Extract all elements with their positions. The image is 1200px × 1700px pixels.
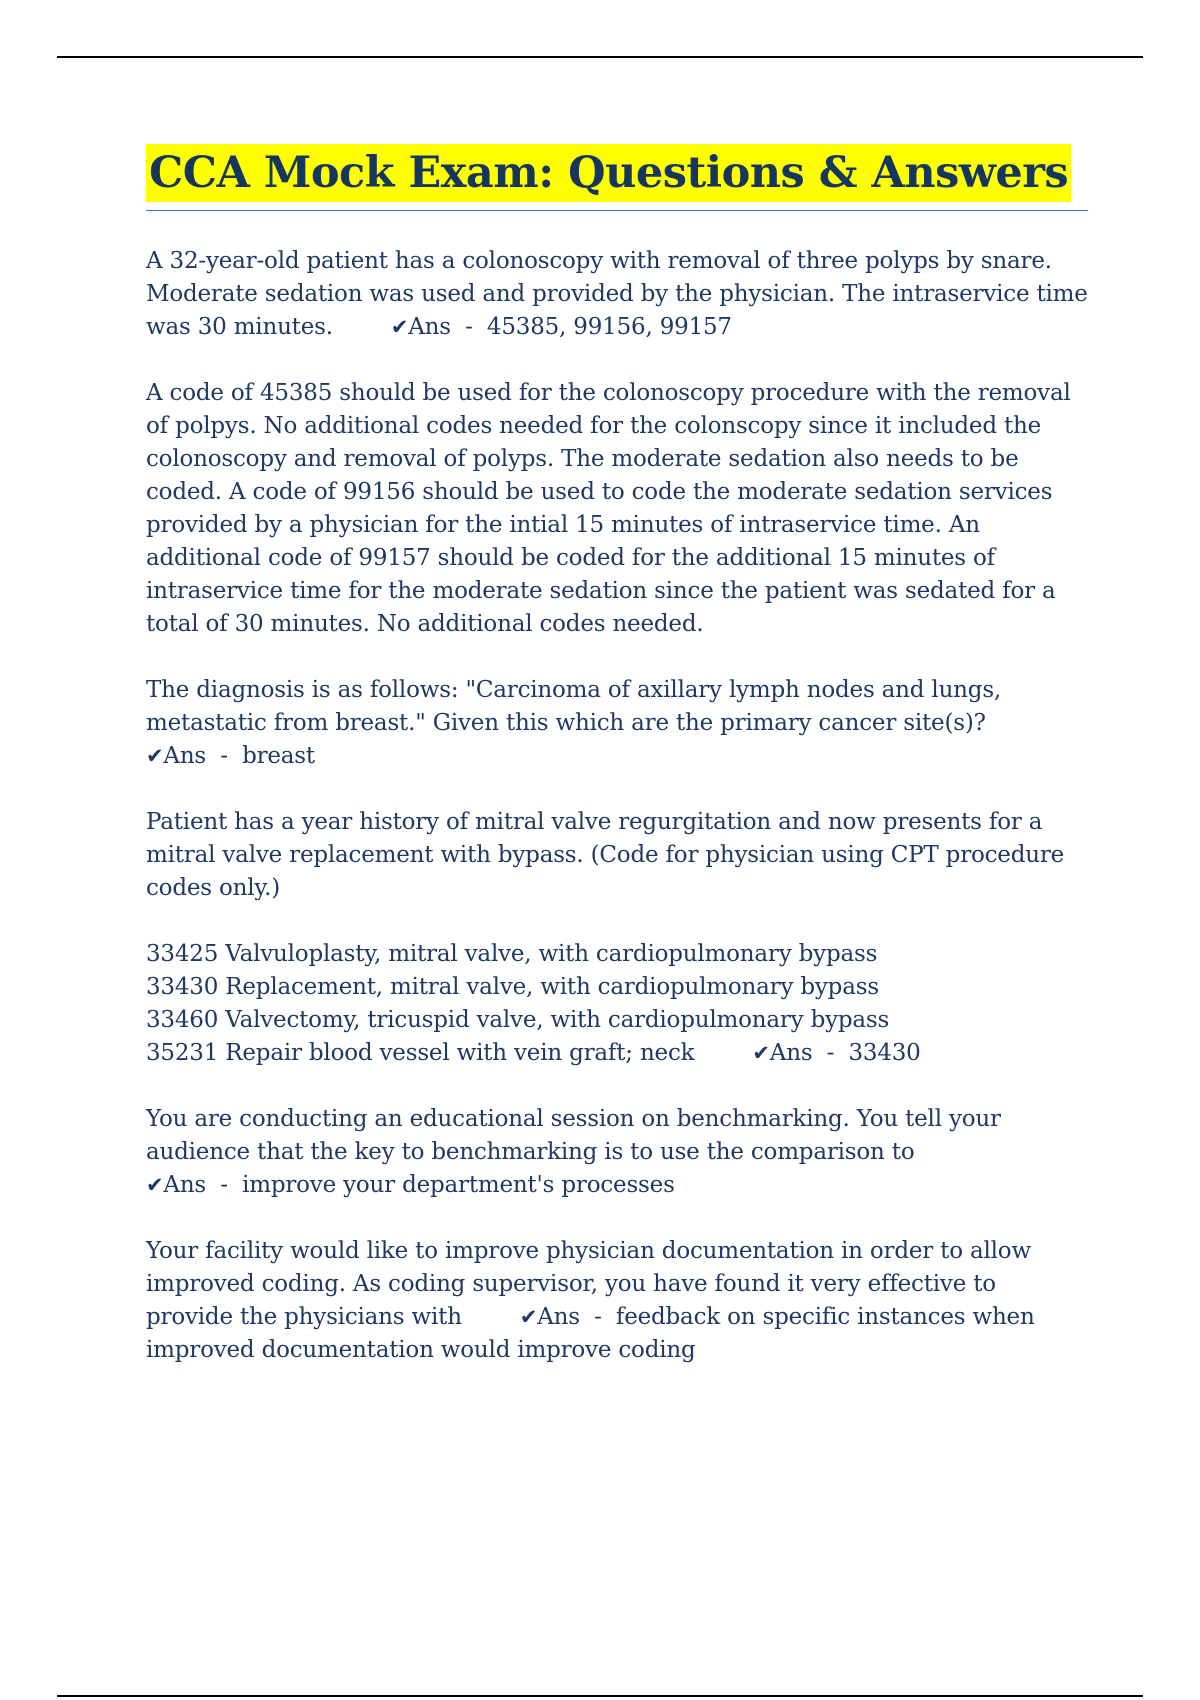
question-text: You are conducting an educational session on benchmarking. You tell your audience that the key to benchmarking is to use the comparison to <box>146 1106 1001 1165</box>
answer-text: 45385, 99156, 99157 <box>486 314 732 340</box>
qa-item <box>146 245 1088 344</box>
answer-text: feedback on specific instances when improved documentation would improve coding <box>146 1304 1035 1363</box>
top-rule <box>57 56 1143 58</box>
qa-item <box>146 1235 1088 1367</box>
question-text: The diagnosis is as follows: "Carcinoma of axillary lymph nodes and lungs, metastatic from breast." Given this which are the primary cancer site(s)? <box>146 677 1002 736</box>
explanation-paragraph <box>146 377 1088 641</box>
option-item: 33430 Replacement, mitral valve, with cardiopulmonary bypass <box>146 974 879 1000</box>
question-text: Patient has a year history of mitral valve regurgitation and now presents for a mitral valve replacement with bypass. (Code for physician using CPT procedure codes only.) <box>146 809 1065 901</box>
qa-item <box>146 1103 1088 1202</box>
answer <box>146 743 315 769</box>
option-item: 33425 Valvuloplasty, mitral valve, with cardiopulmonary bypass <box>146 941 878 967</box>
question-text: A 32-year-old patient has a colonoscopy with removal of three polyps by snare. Moderate sedation was used and provided by the physician. The intraservice time was 30 minutes. <box>146 248 1088 340</box>
option-item-with-answer <box>146 1037 1088 1070</box>
qa-item <box>146 806 1088 905</box>
option-item: 35231 Repair blood vessel with vein graft; neck <box>146 1040 695 1066</box>
check-icon: ✔ <box>146 744 164 768</box>
question-text: Your facility would like to improve physician documentation in order to allow improved coding. As coding supervisor, you have found it very effective to provide the physicians with <box>146 1238 1031 1330</box>
check-icon: ✔ <box>752 1041 770 1065</box>
answer-text: 33430 <box>848 1040 921 1066</box>
answer <box>391 314 732 340</box>
answer-prefix: Ans - <box>537 1304 616 1330</box>
title-block <box>146 144 1088 211</box>
answer-prefix: Ans - <box>163 1172 243 1198</box>
option-item: 33460 Valvectomy, tricuspid valve, with cardiopulmonary bypass <box>146 1007 890 1033</box>
options-list <box>146 938 1088 1070</box>
answer-text: improve your department's processes <box>242 1172 675 1198</box>
answer-prefix: Ans - <box>163 743 243 769</box>
check-icon: ✔ <box>146 1173 164 1197</box>
answer-text: breast <box>242 743 315 769</box>
answer-prefix: Ans - <box>408 314 487 340</box>
explanation-text: A code of 45385 should be used for the colonoscopy procedure with the removal of polpys. No additional codes needed for the colonscopy since it included the colonoscopy and removal of polyps. The moderate sedation also needs to be coded. A code of 99156 should be used to code the moderate sedation services provided by a physician for the intial 15 minutes of intraservice time. An additional code of 99157 should be coded for the additional 15 minutes of intraservice time for the moderate sedation since the patient was sedated for a total of 30 minutes. No additional codes needed. <box>146 380 1071 637</box>
answer-prefix: Ans - <box>769 1040 849 1066</box>
check-icon: ✔ <box>390 315 409 339</box>
bottom-rule <box>57 1695 1143 1697</box>
answer <box>752 1040 920 1066</box>
qa-item <box>146 674 1088 773</box>
document-body <box>146 144 1088 1400</box>
page-title: CCA Mock Exam: Questions & Answers <box>146 144 1071 202</box>
check-icon: ✔ <box>519 1305 538 1329</box>
